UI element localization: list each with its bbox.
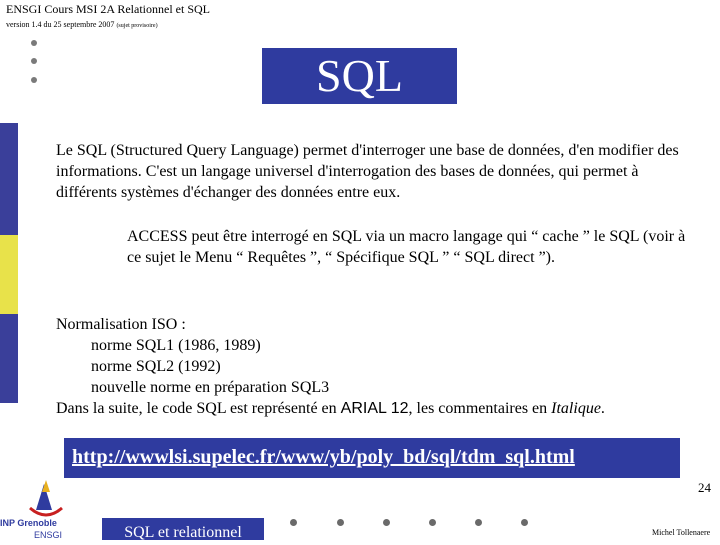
footer-dot-decoration — [475, 519, 482, 526]
side-band-yellow — [0, 235, 18, 314]
footer-dot-decoration — [290, 519, 297, 526]
norm-item: norme SQL2 (1992) — [91, 358, 221, 375]
code-note-after: . — [600, 400, 605, 417]
access-paragraph: ACCESS peut être interrogé en SQL via un macro langage qui “ cache ” le SQL (voir à ce sujet le Menu “ Requêtes ”, “ Spécifique SQL ” “ SQL direct ”). — [127, 228, 686, 266]
slide-title: SQL — [262, 48, 457, 104]
bullet-dot-decoration — [31, 40, 37, 46]
link-banner — [64, 438, 680, 478]
code-note-middle: , les commentaires en — [408, 400, 552, 417]
intro-paragraph: Le SQL (Structured Query Language) permet d'interroger une base de données, d'en modifier des informations. C'est un langage universel d'interrogation des bases de données, qui permet à différents systèmes d'échanger des données entre eux. — [56, 142, 679, 201]
footer-dot-decoration — [337, 519, 344, 526]
logo-text-inp: INP Grenoble — [0, 518, 57, 528]
logo-text-ensgi: ENSGI — [34, 530, 63, 540]
logo-graphic-icon — [0, 478, 92, 540]
code-note-before: Dans la suite, le code SQL est représenté en — [56, 400, 341, 417]
code-font-name: ARIAL 12 — [340, 400, 409, 417]
footer-dot-decoration — [521, 519, 528, 526]
version-note: (sujet provisoire) — [116, 23, 158, 29]
side-band-blue-top — [0, 123, 18, 235]
norm-item: norme SQL1 (1986, 1989) — [91, 337, 261, 354]
footer-dot-decoration — [383, 519, 390, 526]
version-text: version 1.4 du 25 septembre 2007 — [6, 20, 115, 29]
reference-link[interactable]: http://wwwlsi.supelec.fr/www/yb/poly_bd/sql/tdm_sql.html — [72, 446, 575, 468]
normalisation-heading: Normalisation ISO : — [56, 316, 186, 333]
code-note — [56, 398, 716, 419]
page-number: 24 — [698, 480, 711, 495]
course-header: ENSGI Cours MSI 2A Relationnel et SQL — [6, 2, 210, 16]
inp-grenoble-logo — [0, 478, 92, 540]
normalisation-block — [56, 314, 716, 419]
footer-section-label: SQL et relationnel — [102, 518, 264, 540]
italic-word: Italique — [551, 400, 601, 417]
author-name: Michel Tollenaere — [652, 528, 711, 537]
norm-item: nouvelle norme en préparation SQL3 — [91, 379, 330, 396]
side-band-blue-bottom — [0, 314, 18, 403]
version-line — [6, 20, 158, 29]
footer-dot-decoration — [429, 519, 436, 526]
bullet-dot-decoration — [31, 77, 37, 83]
bullet-dot-decoration — [31, 58, 37, 64]
